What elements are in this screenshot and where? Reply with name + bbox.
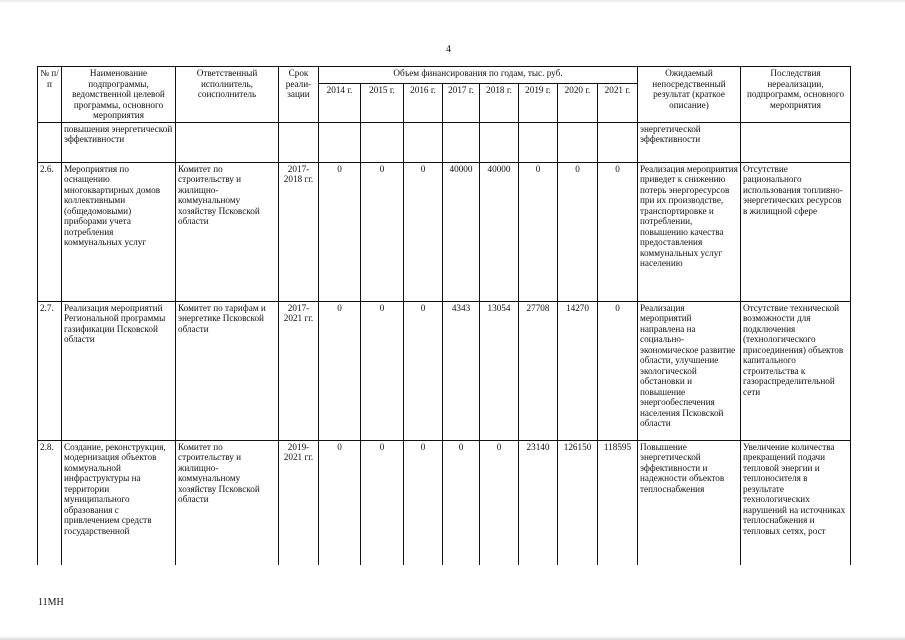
page-number: 4 (446, 44, 451, 55)
scan-top-edge (0, 0, 905, 3)
header-year: 2021 г. (598, 83, 638, 122)
cell-value: 0 (598, 301, 638, 440)
header-financing: Объем финансирования по годам, тыс. руб. (319, 67, 638, 84)
cell-value: 0 (361, 162, 404, 301)
cell-executor: Комитет по тарифам и энергетике Псковской области (176, 301, 279, 440)
cell-executor (176, 122, 279, 162)
cell-no: 2.8. (38, 440, 62, 565)
cell-value (319, 122, 361, 162)
header-no: № п/п (38, 67, 62, 123)
cell-term: 2017-2018 гг. (279, 162, 319, 301)
cell-no: 2.7. (38, 301, 62, 440)
cell-value (361, 122, 404, 162)
cell-value: 0 (319, 162, 361, 301)
header-term: Срок реали-зации (279, 67, 319, 123)
cell-value (404, 122, 443, 162)
cell-value: 0 (319, 440, 361, 565)
header-result: Ожидаемый непосредственный результат (краткое описание) (638, 67, 741, 123)
header-year: 2020 г. (558, 83, 598, 122)
header-row (38, 67, 851, 84)
cell-name: Создание, реконструкция, модернизация объектов коммунальной инфраструктуры на территории муниципального образования с привлечением средств государственной (62, 440, 176, 565)
cell-term (279, 122, 319, 162)
cell-name: Реализация мероприятий Региональной программы газификации Псковской области (62, 301, 176, 440)
cell-value (558, 122, 598, 162)
footer-code: 11МН (38, 597, 64, 608)
cell-value: 0 (404, 440, 443, 565)
cell-term: 2017-2021 гг. (279, 301, 319, 440)
cell-name: Мероприятия по оснащению многоквартирных домов коллективными (общедомовыми) приборами учета потребления коммунальных услуг (62, 162, 176, 301)
cell-no: 2.6. (38, 162, 62, 301)
header-year: 2014 г. (319, 83, 361, 122)
header-consequences: Последствия нереализации, подпрограмм, основного мероприятия (741, 67, 851, 123)
cell-executor: Комитет по строительству и жилищно-коммунальному хозяйству Псковской области (176, 162, 279, 301)
cell-value: 118595 (598, 440, 638, 565)
cell-consequences (741, 122, 851, 162)
header-year: 2016 г. (404, 83, 443, 122)
cell-value: 0 (443, 440, 480, 565)
table-row (38, 301, 851, 440)
cell-consequences: Отсутствие технической возможности для подключения (технологического присоединения) объектов капитального строительства к газораспределительной сети (741, 301, 851, 440)
header-year: 2017 г. (443, 83, 480, 122)
cell-value: 0 (404, 162, 443, 301)
cell-value (519, 122, 558, 162)
cell-value: 13054 (480, 301, 519, 440)
cell-value (480, 122, 519, 162)
header-name: Наименование подпрограммы, ведомственной целевой программы, основного мероприятия (62, 67, 176, 123)
cell-value: 23140 (519, 440, 558, 565)
table-row (38, 440, 851, 565)
cell-value: 0 (598, 162, 638, 301)
cell-value: 14270 (558, 301, 598, 440)
header-year: 2018 г. (480, 83, 519, 122)
scan-bottom-edge (0, 636, 905, 640)
cell-result: Реализация мероприятия приведет к снижению потерь энергоресурсов при их производстве, транспортировке и потреблении, повышению качества предоставления коммунальных услуг населению (638, 162, 741, 301)
cell-value: 0 (480, 440, 519, 565)
header-year: 2015 г. (361, 83, 404, 122)
header-year: 2019 г. (519, 83, 558, 122)
cell-value: 40000 (443, 162, 480, 301)
cell-consequences: Увеличение количества прекращений подачи тепловой энергии и теплоносителя в результате технологических нарушений на источниках теплоснабжения и тепловых сетях, рост (741, 440, 851, 565)
header-executor: Ответственный исполнитель, соисполнитель (176, 67, 279, 123)
continuation-row (38, 122, 851, 162)
cell-name: повышения энергетической эффективности (62, 122, 176, 162)
cell-no (38, 122, 62, 162)
cell-result: Повышение энергетической эффективности и надежности объектов теплоснабжения (638, 440, 741, 565)
cell-value: 40000 (480, 162, 519, 301)
cell-value: 4343 (443, 301, 480, 440)
cell-value: 0 (519, 162, 558, 301)
cell-value: 0 (404, 301, 443, 440)
cell-executor: Комитет по строительству и жилищно-коммунальному хозяйству Псковской области (176, 440, 279, 565)
cell-result: энергетической эффективности (638, 122, 741, 162)
program-table (37, 66, 851, 565)
cell-term: 2019-2021 гг. (279, 440, 319, 565)
cell-value: 126150 (558, 440, 598, 565)
cell-consequences: Отсутствие рационального использования топливно-энергетических ресурсов в жилищной сфере (741, 162, 851, 301)
cell-value: 0 (319, 301, 361, 440)
cell-value: 27708 (519, 301, 558, 440)
table-row (38, 162, 851, 301)
cell-result: Реализация мероприятий направлена на социально-экономическое развитие области, улучшение экологической обстановки и повышение энергообеспечения населения Псковской области (638, 301, 741, 440)
cell-value: 0 (361, 440, 404, 565)
cell-value: 0 (361, 301, 404, 440)
cell-value (443, 122, 480, 162)
cell-value: 0 (558, 162, 598, 301)
cell-value (598, 122, 638, 162)
